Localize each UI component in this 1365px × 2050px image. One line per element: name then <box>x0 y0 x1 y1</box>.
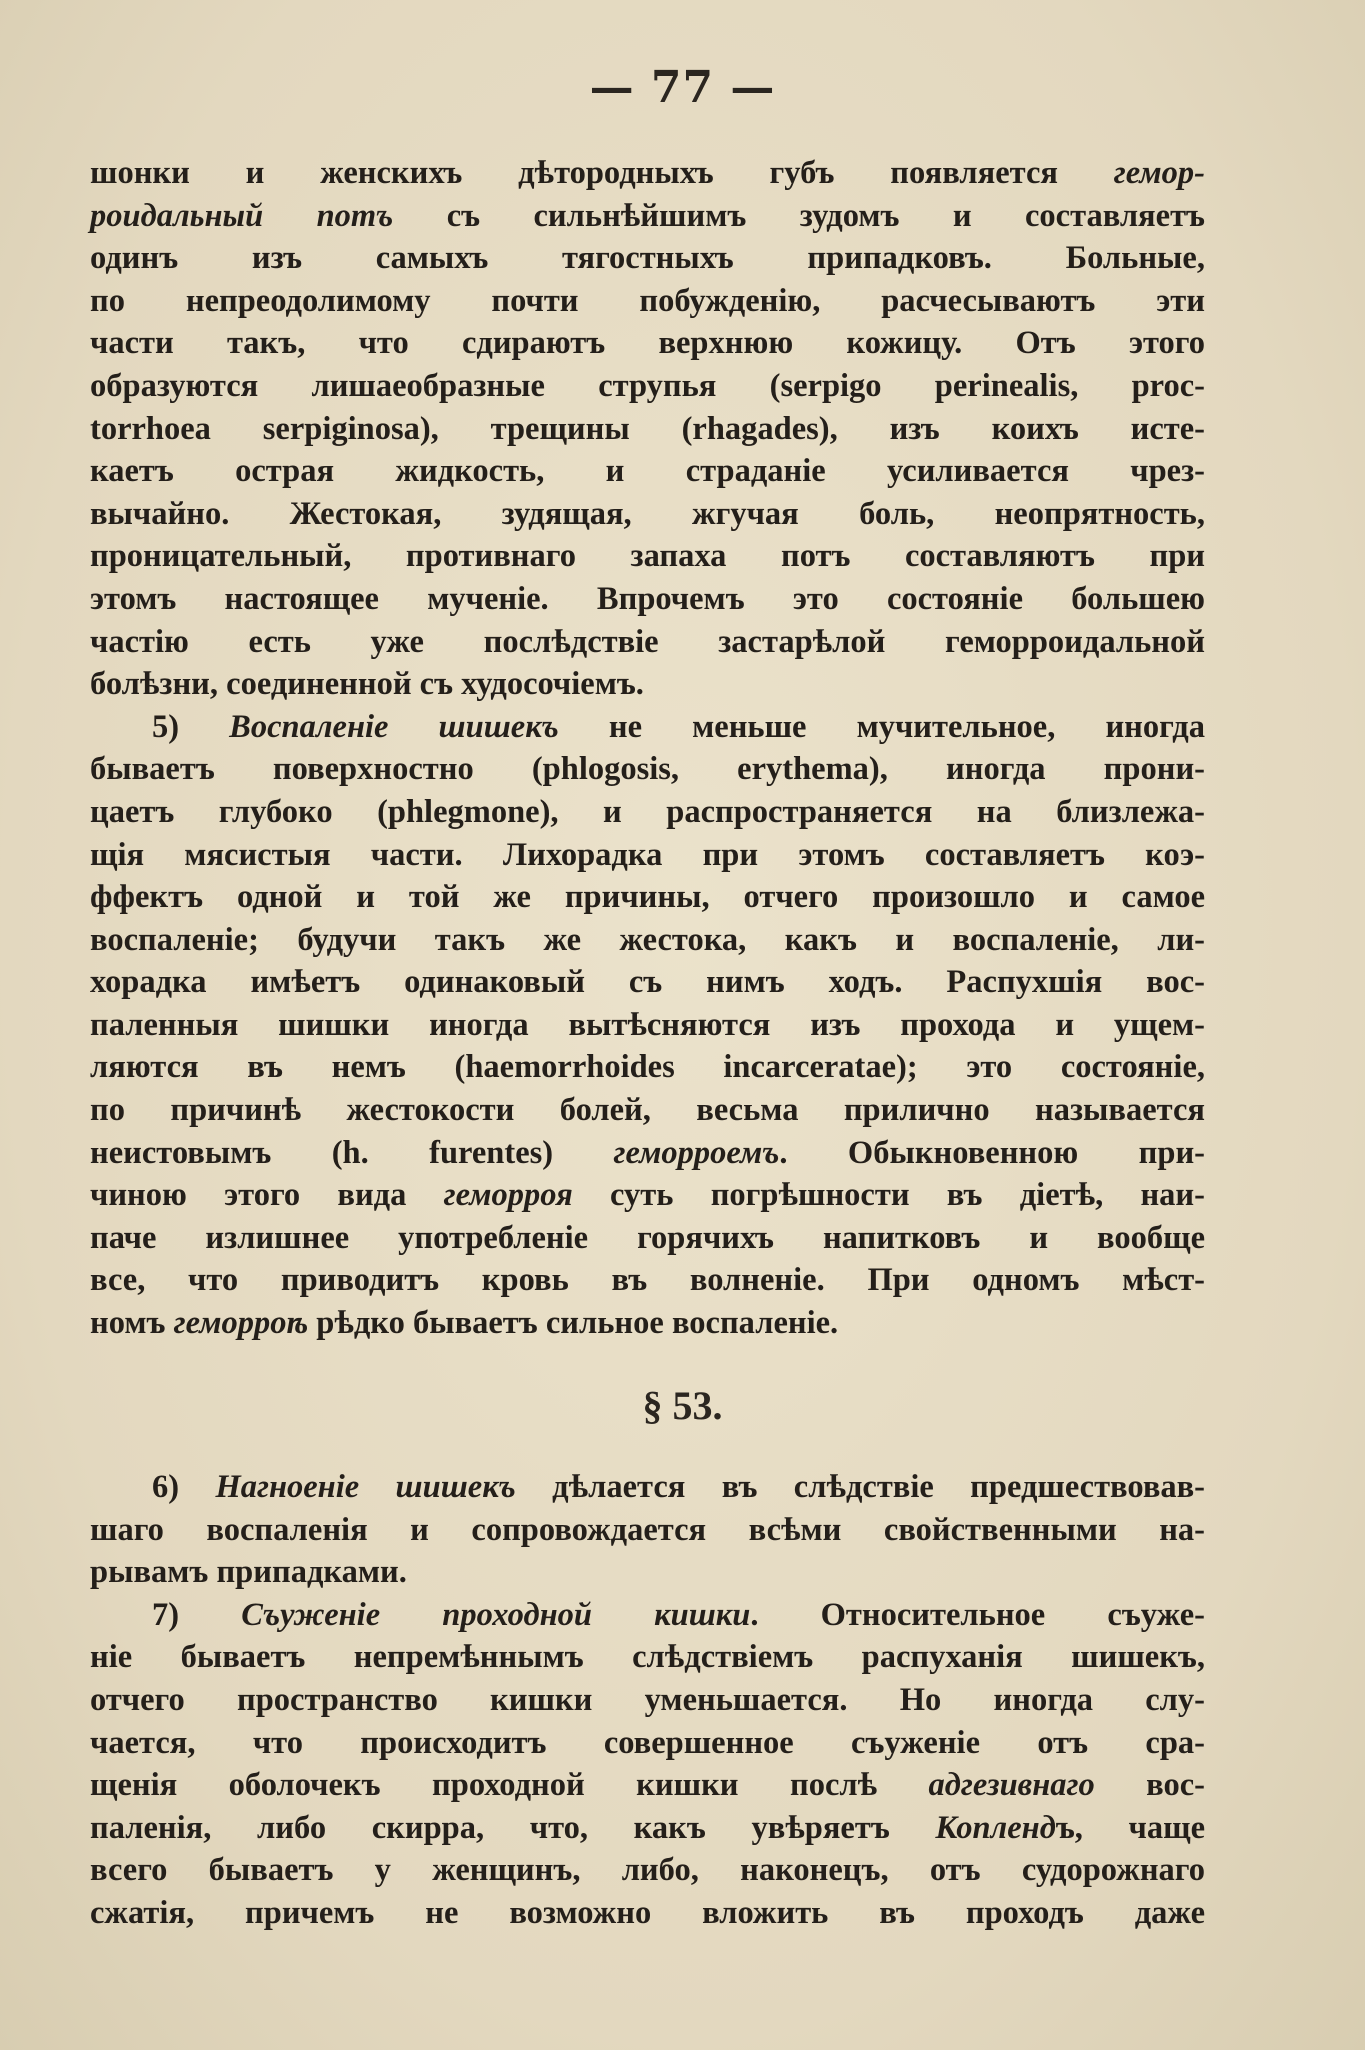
text-line <box>90 663 1205 706</box>
text-run: частію есть уже послѣдствіе застарѣлой геморроидальной <box>90 623 1205 660</box>
text-run: torrhoea serpiginosa), трещины (rhagades), изъ коихъ исте- <box>90 410 1205 447</box>
text-line <box>90 1679 1205 1722</box>
text-run: паленныя шишки иногда вытѣсняются изъ прохода и ущем- <box>90 1006 1205 1043</box>
paragraph-block-bottom <box>90 1466 1205 1935</box>
text-run: 7) <box>152 1596 242 1633</box>
text-run: цаетъ глубоко (phlegmone), и распространяется на близлежа- <box>90 793 1205 830</box>
italic-text: роидальный потъ <box>90 197 394 234</box>
text-line <box>90 195 1205 238</box>
text-line <box>90 961 1205 1004</box>
text-run: щенія оболочекъ проходной кишки послѣ <box>90 1767 929 1804</box>
text-run: сжатія, причемъ не возможно вложить въ проходъ даже <box>90 1894 1205 1931</box>
text-line <box>90 1636 1205 1679</box>
text-run: паленія, либо скирра, что, какъ увѣряетъ <box>90 1809 936 1846</box>
italic-text: геморроемъ <box>613 1134 780 1171</box>
section-heading: § 53. <box>642 1383 723 1428</box>
text-line <box>90 535 1205 578</box>
text-run: ляются въ немъ (haemorrhoides incarceratae); это состояніе, <box>90 1049 1205 1086</box>
italic-text: адгезивнаго <box>928 1767 1095 1804</box>
italic-text: Копленд <box>935 1809 1056 1846</box>
text-line <box>90 365 1205 408</box>
text-run: проницательный, противнаго запаха потъ составляютъ при <box>90 538 1205 575</box>
text-run: одинъ изъ самыхъ тягостныхъ припадковъ. Больные, <box>90 240 1205 277</box>
text-line <box>90 1132 1205 1175</box>
text-line <box>90 706 1205 749</box>
text-run: рѣдко бываетъ сильное воспаленіе. <box>308 1305 839 1342</box>
text-run: отчего пространство кишки уменьшается. Но иногда слу- <box>90 1681 1205 1718</box>
text-line <box>90 1089 1205 1132</box>
text-line <box>90 1807 1205 1850</box>
text-run: шаго воспаленія и сопровождается всѣми свойственными на- <box>90 1511 1205 1548</box>
text-line <box>90 152 1205 195</box>
text-line <box>90 280 1205 323</box>
text-line <box>90 791 1205 834</box>
text-line <box>90 834 1205 877</box>
text-run: вос- <box>1094 1767 1205 1804</box>
text-run: ъ, чаще <box>1055 1809 1205 1846</box>
text-run: ффектъ одной и той же причины, отчего произошло и самое <box>90 879 1205 916</box>
text-run: . Обыкновенною при- <box>779 1134 1205 1171</box>
text-run: . Относительное съуже- <box>750 1596 1205 1633</box>
italic-text: гемор- <box>1113 155 1205 191</box>
text-run: части такъ, что сдираютъ верхнюю кожицу. Отъ этого <box>90 325 1205 362</box>
text-run: рывамъ припадками. <box>90 1554 407 1591</box>
text-line <box>90 1004 1205 1047</box>
text-run: по причинѣ жестокости болей, весьма прилично называется <box>90 1092 1205 1129</box>
text-run: паче излишнее употребленіе горячихъ напитковъ и вообще <box>90 1219 1205 1256</box>
text-run: дѣлается въ слѣдствіе предшествовав- <box>515 1469 1205 1505</box>
text-run: воспаленіе; будучи такъ же жестока, какъ и воспаленіе, ли- <box>90 921 1205 958</box>
text-run: неистовымъ (h. furentes) <box>90 1134 614 1171</box>
text-line <box>90 1217 1205 1260</box>
paragraph-block-top <box>90 152 1205 1345</box>
text-line <box>90 322 1205 365</box>
italic-text: геморроѣ <box>173 1305 309 1342</box>
italic-text: геморроя <box>443 1177 573 1214</box>
text-line <box>90 1046 1205 1089</box>
text-line <box>90 1892 1205 1935</box>
text-run: 6) <box>152 1469 216 1505</box>
text-run: все, что приводитъ кровь въ волненіе. При одномъ мѣст- <box>90 1262 1205 1299</box>
text-run: чается, что происходитъ совершенное съуженіе отъ сра- <box>90 1724 1205 1761</box>
italic-text: Съуженіе проходной кишки <box>241 1596 751 1633</box>
text-line <box>90 1849 1205 1892</box>
text-run: не меньше мучительное, иногда <box>558 708 1205 745</box>
text-run: вычайно. Жестокая, зудящая, жгучая боль, неопрятность, <box>90 495 1205 532</box>
text-line <box>90 1466 1205 1509</box>
page-number: — 77 — <box>589 62 776 113</box>
text-line <box>90 408 1205 451</box>
text-line <box>90 1722 1205 1765</box>
text-run: этомъ настоящее мученіе. Впрочемъ это состояніе большею <box>90 580 1205 617</box>
text-run: образуются лишаеобразные струпья (serpigo perinealis, proc- <box>90 367 1205 404</box>
text-line <box>90 578 1205 621</box>
text-line <box>90 1509 1205 1552</box>
italic-text: Воспаленіе шишекъ <box>229 708 559 745</box>
text-line <box>90 1302 1205 1345</box>
text-line <box>90 450 1205 493</box>
text-line <box>90 237 1205 280</box>
text-line <box>90 748 1205 791</box>
text-line <box>90 621 1205 664</box>
text-run: каетъ острая жидкость, и страданіе усиливается чрез- <box>90 453 1205 490</box>
text-run: по непреодолимому почти побужденію, расчесываютъ эти <box>90 282 1205 319</box>
text-run: бываетъ поверхностно (phlogosis, erythema), иногда прони- <box>90 751 1205 788</box>
text-line <box>90 1551 1205 1594</box>
text-run: номъ <box>90 1305 174 1342</box>
italic-text: Нагноеніе шишекъ <box>215 1469 516 1505</box>
text-run: шонки и женскихъ дѣтородныхъ губъ появляется <box>90 155 1114 191</box>
text-run: съ сильнѣйшимъ зудомъ и составляетъ <box>393 197 1205 234</box>
text-run: суть погрѣшности въ діетѣ, наи- <box>572 1177 1205 1214</box>
text-run: щія мясистыя части. Лихорадка при этомъ составляетъ коэ- <box>90 836 1205 873</box>
text-line <box>90 1259 1205 1302</box>
text-line <box>90 876 1205 919</box>
text-run: ніе бываетъ непремѣннымъ слѣдствіемъ распуханія шишекъ, <box>90 1639 1205 1676</box>
text-line <box>90 493 1205 536</box>
text-line <box>90 1764 1205 1807</box>
text-line <box>90 919 1205 962</box>
text-run: хорадка имѣетъ одинаковый съ нимъ ходъ. Распухшія вос- <box>90 964 1205 1001</box>
text-line <box>90 1594 1205 1637</box>
text-run: болѣзни, соединенной съ худосочіемъ. <box>90 666 644 703</box>
text-line <box>90 1174 1205 1217</box>
text-run: всего бываетъ у женщинъ, либо, наконецъ, отъ судорожнаго <box>90 1852 1205 1889</box>
text-run: чиною этого вида <box>90 1177 444 1214</box>
text-run: 5) <box>152 708 230 745</box>
